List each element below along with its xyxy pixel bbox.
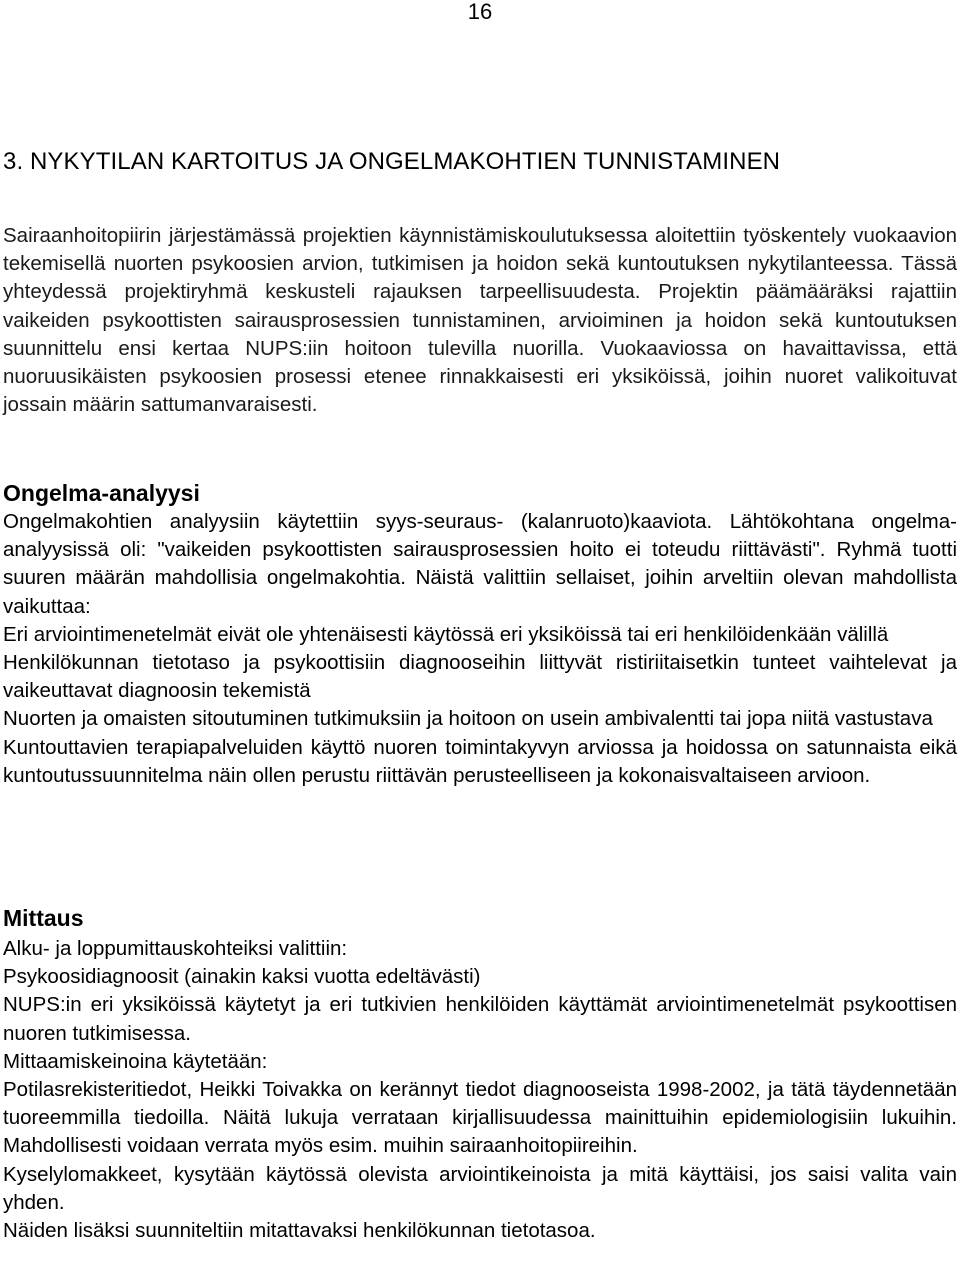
- mittaus-section: [3, 935, 957, 1245]
- problem-item: Eri arviointimenetelmät eivät ole yhtenäisesti käytössä eri yksiköissä tai eri henkilöidenkään välillä: [3, 622, 889, 646]
- problem-item: Henkilökunnan tietotaso ja psykoottisiin diagnooseihin liittyvät ristiriitaisetkin tunteet vaihtelevat ja vaikeuttavat diagnoosin tekemistä: [3, 651, 957, 703]
- measurement-method-item: Potilasrekisteritiedot, Heikki Toivakka on kerännyt tiedot diagnooseista 1998-2002, ja tätä täydennetään tuoreemmilla tiedoilla. Näitä lukuja verrataan kirjallisuudessa mainittuihin epidemiologisiin lukuihin. Mahdollisesti voidaan verrata myös esim. muihin sairaanhoitopiireihin.: [3, 1078, 957, 1158]
- measurement-methods-label: Mittaamiskeinoina käytetään:: [3, 1049, 268, 1073]
- ongelma-analyysi-section: [3, 508, 957, 790]
- ongelma-intro-paragraph: Ongelmakohtien analyysiin käytettiin syys-seuraus- (kalanruoto)kaaviota. Lähtökohtana ongelma-analyysissä oli: "vaikeiden psykoottisten sairausprosessien hoito ei toteudu riittävästi". Ryhmä tuotti suuren määrän mahdollisia ongelmakohtia. Näistä valittiin sellaiset, joihin arveltiin olevan mahdollista vaikuttaa:: [3, 510, 957, 618]
- measurement-targets-label: Alku- ja loppumittauskohteiksi valittiin:: [3, 937, 348, 960]
- intro-paragraph: Sairaanhoitopiirin järjestämässä projektien käynnistämiskoulutuksessa aloitettiin työskentely vuokaavion tekemisellä nuorten psykoosien arvion, tutkimisen ja hoidon sekä kuntoutuksen nykytilanteessa. Tässä yhteydessä projektiryhmä keskusteli rajauksen tarpeellisuudesta. Projektin päämääräksi rajattiin vaikeiden psykoottisten sairausprosessien tunnistaminen, arvioiminen ja hoidon sekä kuntoutuksen suunnittelu ensi kertaa NUPS:iin hoitoon tulevilla nuorilla. Vuokaaviossa on havaittavissa, että nuoruusikäisten psykoosien prosessi etenee rinnakkaisesti eri yksiköissä, joihin nuoret valikoituvat jossain määrin sattumanvaraisesti.: [3, 224, 957, 417]
- measurement-target-item: NUPS:in eri yksiköissä käytetyt ja eri tutkivien henkilöiden käyttämät arviointimenetelmät psykoottisen nuoren tutkimisessa.: [3, 993, 957, 1045]
- page-number: 16: [467, 0, 493, 24]
- section-heading-mittaus: Mittaus: [3, 905, 84, 931]
- problem-item: Nuorten ja omaisten sitoutuminen tutkimuksiin ja hoitoon on usein ambivalentti tai jopa niitä vastustava: [3, 707, 933, 731]
- measurement-method-item: Kyselylomakkeet, kysytään käytössä olevista arviointikeinoista ja mitä käyttäisi, jos saisi valita vain yhden.: [3, 1162, 957, 1214]
- section-heading-ongelma-analyysi: Ongelma-analyysi: [3, 480, 200, 506]
- problem-item: Kuntouttavien terapiapalveluiden käyttö nuoren toimintakyvyn arviossa ja hoidossa on satunnaista eikä kuntoutussuunnitelma näin ollen perustu riittävän perusteelliseen ja kokonaisvaltaiseen arvioon.: [3, 735, 957, 787]
- measurement-target-item: Psykoosidiagnoosit (ainakin kaksi vuotta edeltävästi): [3, 965, 481, 989]
- closing-paragraph: Näiden lisäksi suunniteltiin mitattavaksi henkilökunnan tietotasoa.: [3, 1219, 596, 1243]
- chapter-title: 3. NYKYTILAN KARTOITUS JA ONGELMAKOHTIEN TUNNISTAMINEN: [3, 148, 781, 175]
